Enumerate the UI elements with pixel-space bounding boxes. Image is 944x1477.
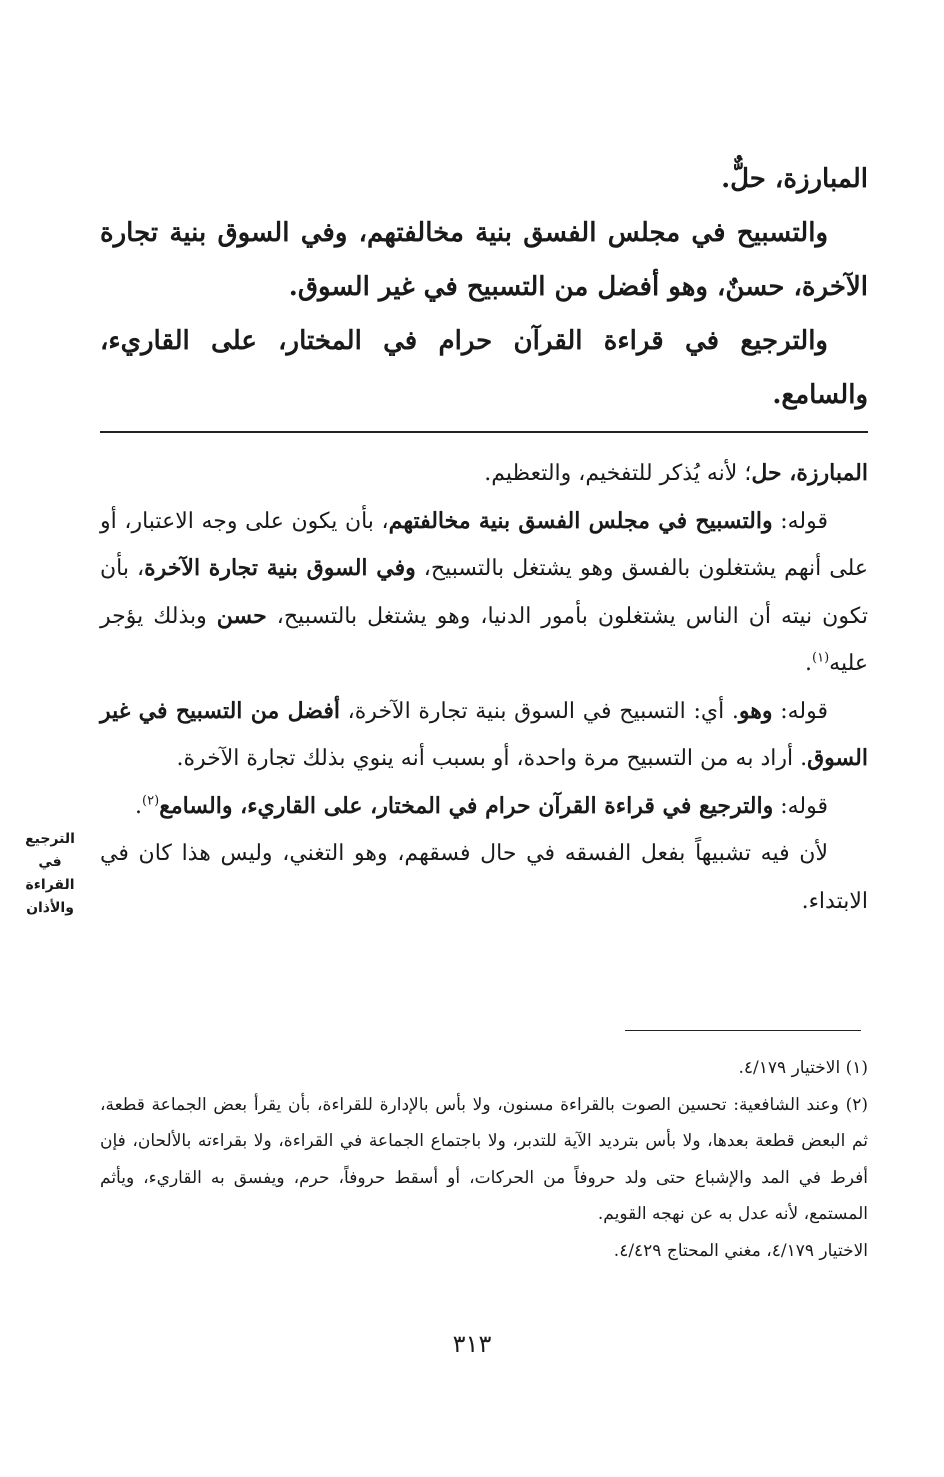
- footnotes: [100, 1050, 868, 1269]
- commentary-text: قوله:: [772, 508, 829, 534]
- bold-phrase: المبارزة، حل: [751, 460, 868, 486]
- main-paragraph: والتسبيح في مجلس الفسق بنية مخالفتهم، وفي السوق بنية تجارة الآخرة، حسنٌ، وهو أفضل من التسبيح في غير السوق.: [100, 218, 868, 302]
- commentary-text: . أراد به من التسبيح مرة واحدة، أو بسبب أنه ينوي بذلك تجارة الآخرة.: [176, 746, 808, 771]
- margin-note-line: والأذان: [26, 900, 74, 916]
- commentary-paragraph: [100, 783, 868, 831]
- footnote: (٢) وعند الشافعية: تحسين الصوت بالقراءة مسنون، ولا بأس بالإدارة للقراءة، بأن يقرأ بعض الجماعة قطعة، ثم البعض قطعة بعدها، ولا بأس بترديد الآية للتدبر، ولا باجتماع الجماعة في القراءة، ولا بقراءته بالألحان، فإن أفرط في المد والإشباع حتى ولد حروفاً من الحركات، أو أسقط حروفاً، حرم، ويفسق به القاريء، ويأثم المستمع، لأنه عدل به عن نهجه القويم.: [100, 1094, 868, 1224]
- commentary-text: قوله:: [773, 793, 828, 819]
- margin-note-line: الترجيع: [25, 831, 75, 847]
- commentary-text: .: [805, 651, 813, 676]
- main-paragraph: والترجيع في قراءة القرآن حرام في المختار، على القاريء، والسامع.: [100, 326, 868, 410]
- bold-phrase: والتسبيح في مجلس الفسق بنية مخالفتهم: [388, 507, 773, 534]
- commentary-paragraph: لأن فيه تشبيهاً بفعل الفسقه في حال فسقهم، وهو التغني، وليس هذا كان في الابتداء.: [100, 841, 868, 914]
- bold-phrase: وهو: [738, 697, 773, 724]
- commentary-text: .: [135, 793, 143, 819]
- margin-note: [14, 828, 86, 920]
- commentary-paragraph: [100, 498, 868, 688]
- margin-note-line: في: [38, 854, 62, 870]
- commentary-text: ، بأن تكون نيته أن الناس يشتغلون بأمور الدنيا، وهو يشتغل بالتسبيح،: [100, 556, 868, 629]
- footnote-divider: [625, 1030, 861, 1031]
- bold-phrase: أفضل من التسبيح في غير السوق: [100, 697, 868, 771]
- footnote-ref[interactable]: (٢): [142, 793, 160, 809]
- main-text: [100, 152, 868, 422]
- commentary-text: ، بأن يكون على وجه الاعتبار، أو على أنهم يشتغلون بالفسق وهو يشتغل بالتسبيح،: [100, 508, 869, 581]
- commentary-text: وبذلك يؤجر عليه: [100, 603, 868, 676]
- main-paragraph: المبارزة، حلٌّ.: [721, 164, 868, 194]
- section-divider: [100, 431, 868, 433]
- commentary-text: قوله:: [772, 698, 828, 724]
- bold-phrase: حسن: [216, 602, 267, 629]
- commentary-paragraph: [100, 450, 868, 498]
- margin-note-line: القراءة: [25, 877, 75, 893]
- bold-phrase: وفي السوق بنية تجارة الآخرة: [144, 555, 416, 581]
- commentary-paragraph: [100, 688, 868, 783]
- commentary-text: . أي: التسبيح في السوق بنية تجارة الآخرة،: [340, 698, 739, 724]
- footnote: الاختيار ٤/١٧٩، مغني المحتاج ٤/٤٢٩.: [613, 1240, 868, 1261]
- bold-phrase: والترجيع في قراءة القرآن حرام في المختار، على القاريء، والسامع: [159, 792, 774, 819]
- footnote: (١) الاختيار ٤/١٧٩.: [738, 1058, 868, 1078]
- commentary: [100, 450, 868, 925]
- page-number: ٣١٣: [452, 1330, 492, 1358]
- commentary-text: ؛ لأنه يُذكر للتفخيم، والتعظيم.: [484, 461, 752, 486]
- footnote-ref[interactable]: (١): [812, 650, 830, 666]
